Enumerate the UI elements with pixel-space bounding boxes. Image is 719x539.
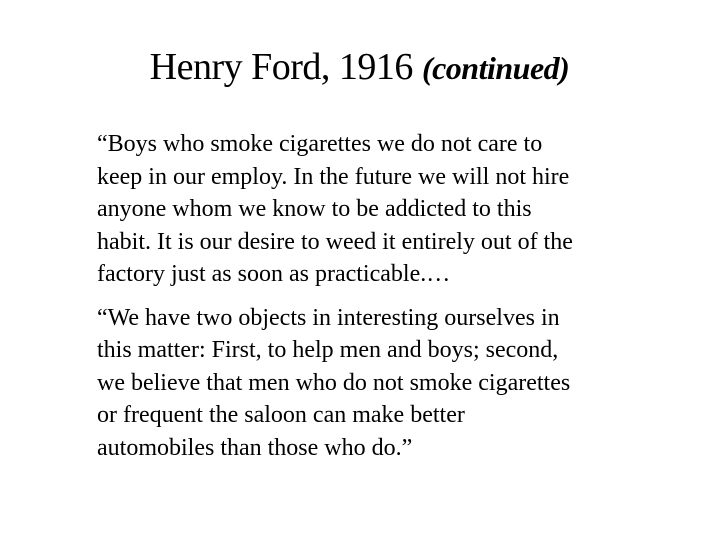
quote-line: factory just as soon as practicable.… [97,261,451,287]
quote-line: keep in our employ. In the future we will not hire [97,163,570,190]
title-main: Henry Ford, 1916 [149,46,413,88]
quote-line: or frequent the saloon can make better [97,402,465,428]
quote-body [97,128,657,464]
quote-line: “Boys who smoke cigarettes we do not care to [97,131,543,157]
quote-line: anyone whom we know to be addicted to this [97,196,532,222]
quote-line: habit. It is our desire to weed it entirely out of the [97,228,573,255]
quote-paragraph-2 [97,302,657,465]
slide-title [0,42,719,93]
quote-paragraph-1 [97,128,657,291]
quote-line: we believe that men who do not smoke cigarettes [97,369,571,396]
quote-line: “We have two objects in interesting ourselves in [97,304,560,331]
title-continued: (continued) [421,50,570,86]
quote-line: automobiles than those who do.” [97,434,413,461]
quote-line: this matter: First, to help men and boys; second, [97,337,559,363]
